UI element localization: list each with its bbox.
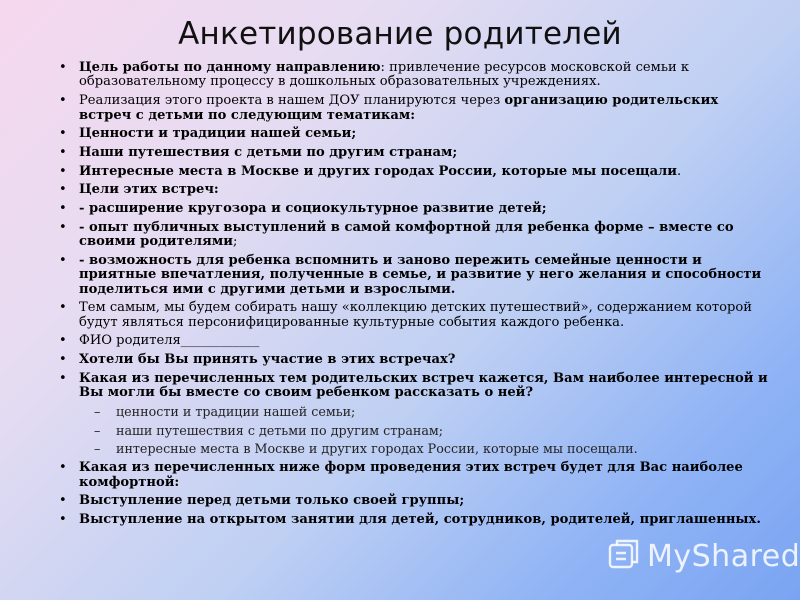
- list-item: • Выступление перед детьми только своей группы;: [56, 494, 772, 508]
- list-item: • Какая из перечисленных ниже форм проведения этих встреч будет для Вас наиболее комфортной:: [56, 461, 772, 490]
- sub-list-item: – наши путешествия с детьми по другим странам;: [56, 424, 772, 438]
- watermark-logo: [607, 536, 800, 576]
- list-item: • Ценности и традиции нашей семьи;: [56, 127, 772, 141]
- list-item: • Тем самым, мы будем собирать нашу «коллекцию детских путешествий», содержанием которой будут являться персонифицированные культурные события каждого ребенка.: [56, 301, 772, 330]
- list-item: • Цели этих встреч:: [56, 183, 772, 197]
- slide-content: [56, 61, 772, 532]
- sub-list-item: – интересные места в Москве и других городах России, которые мы посещали.: [56, 442, 772, 456]
- list-item: • Реализация этого проекта в нашем ДОУ планируются через организацию родительских встреч с детьми по следующим тематикам:: [56, 94, 772, 123]
- sub-list-item: – ценности и традиции нашей семьи;: [56, 405, 772, 419]
- bullet-list: [56, 61, 772, 527]
- list-item: • Хотели бы Вы принять участие в этих встречах?: [56, 353, 772, 367]
- watermark-text: MyShared: [647, 538, 800, 574]
- slide-title: Анкетирование родителей: [178, 16, 622, 52]
- myshared-logo-icon: [607, 538, 641, 574]
- list-item: • Наши путешествия с детьми по другим странам;: [56, 146, 772, 160]
- list-item: • ФИО родителя____________: [56, 334, 772, 348]
- list-item: • Интересные места в Москве и других городах России, которые мы посещали.: [56, 165, 772, 179]
- list-item: • - расширение кругозора и социокультурное развитие детей;: [56, 202, 772, 216]
- list-item: • - опыт публичных выступлений в самой комфортной для ребенка форме – вместе со своими родителями;: [56, 221, 772, 250]
- list-item: • Цель работы по данному направлению: привлечение ресурсов московской семьи к образовательному процессу в дошкольных образовательных учреждениях.: [56, 61, 772, 90]
- list-item: • Выступление на открытом занятии для детей, сотрудников, родителей, приглашенных.: [56, 513, 772, 527]
- list-item: • - возможность для ребенка вспомнить и заново пережить семейные ценности и приятные впечатления, полученные в семье, и развитие у него желания и способности поделиться ими с другими детьми и взрослыми.: [56, 254, 772, 297]
- list-item: • Какая из перечисленных тем родительских встреч кажется, Вам наиболее интересной и Вы могли бы вместе со своим ребенком рассказать о ней?: [56, 372, 772, 401]
